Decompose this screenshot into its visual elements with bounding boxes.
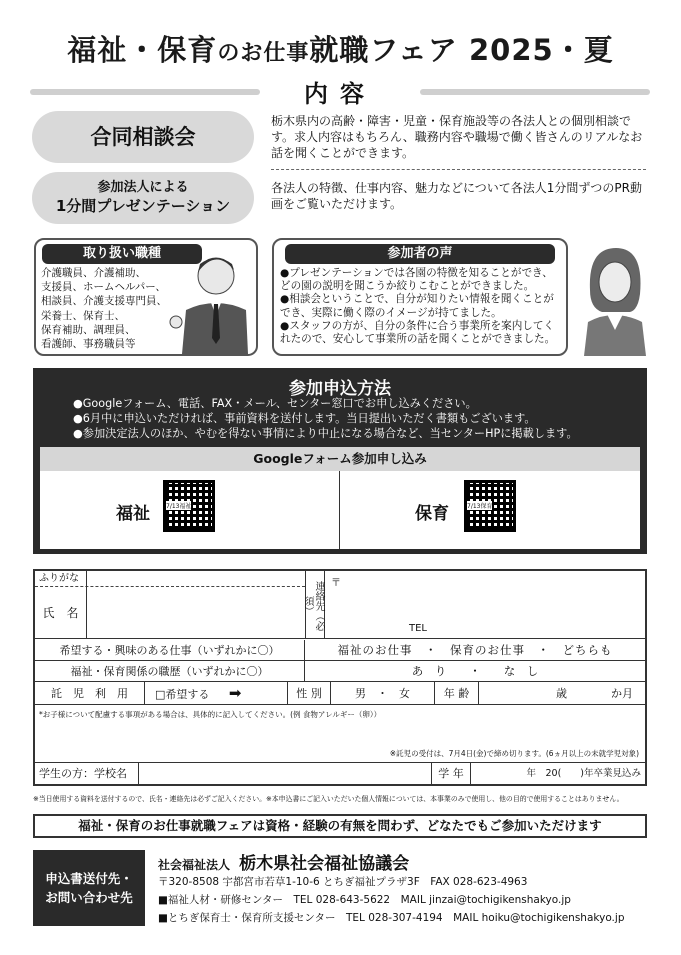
grade-label: 学 年 (431, 763, 471, 784)
gender-label: 性 別 (287, 682, 331, 705)
childcare-deadline: ※託児の受付は、7月4日(金)で締め切ります。(6ヵ月以上の未就学児対象) (389, 749, 639, 758)
qr-childcare-label: 保育 (415, 504, 449, 524)
fine-print: ※当日使用する資料を送付するので、氏名・連絡先は必ずご記入ください。※本申込書にご記入いただいた個人情報については、本事業のみで使用し、他の目的で使用することはありません。 (33, 795, 624, 803)
furigana-input[interactable] (87, 571, 305, 587)
contact-destination-box (33, 850, 145, 926)
age-input[interactable]: 歳 か月 (479, 682, 645, 705)
name-input[interactable] (87, 587, 305, 639)
childcare-label: 託 児 利 用 (35, 682, 145, 705)
apply-lines (33, 396, 647, 441)
jobs-box (34, 238, 258, 356)
apply-instruction: ●Googleフォーム、電話、FAX・メール、センター窓口でお申し込みください。 (73, 397, 477, 410)
tel-label: TEL (409, 623, 427, 634)
school-input[interactable] (139, 763, 431, 784)
apply-section (33, 368, 647, 554)
voices-title: 参加者の声 (285, 244, 555, 264)
organization-info (158, 849, 648, 927)
arrow-icon: ➡ (228, 684, 242, 702)
desired-job-label: 希望する・興味のある仕事（いずれかに〇） (35, 640, 305, 661)
org-name: 栃木県社会福祉協議会 (239, 854, 410, 874)
childcare-center-contact: ■とちぎ保育士・保育所支援センター TEL 028-307-4194 MAIL hoiku@tochigikenshakyo.jp (158, 912, 625, 924)
participation-banner: 福祉・保育のお仕事就職フェアは資格・経験の有無を問わず、どなたでもご参加いただけます (33, 814, 647, 838)
title-part-b: のお仕事 (217, 41, 310, 66)
woman-illustration (578, 240, 650, 356)
job-type-line: 支援員、ホームヘルパー、 (41, 281, 166, 294)
title-part-c: 就職フェア 2025・夏 (309, 33, 614, 67)
voice-item: ●相談会ということで、自分が知りたい情報を聞くことができ、実際に働く際のイメージが持てました。 (280, 293, 554, 319)
furigana-label: ふりがな (35, 571, 87, 587)
name-label: 氏 名 (35, 587, 87, 639)
presentation-badge (32, 172, 254, 224)
qr-childcare-caption: 7/13保育 (467, 503, 493, 510)
apply-title: 参加申込方法 (289, 379, 391, 399)
experience-options[interactable]: あ り ・ な し (305, 661, 645, 682)
welfare-center-contact: ■福祉人材・研修センター TEL 028-643-5622 MAIL jinzai@tochigikenshakyo.jp (158, 894, 571, 906)
child-notes-input[interactable] (35, 705, 645, 763)
job-type-line: 保育補助、調理員、 (41, 323, 136, 336)
job-type-line: 相談員、介護支援専門員、 (41, 295, 167, 308)
grade-input[interactable]: 年 20( )年卒業見込み (526, 768, 641, 779)
age-label: 年 齢 (435, 682, 479, 705)
apply-instruction: ●参加決定法人のほか、やむを得ない事情により中止になる場合など、当センターHPに掲載します。 (73, 427, 578, 440)
qr-welfare-label: 福祉 (116, 504, 150, 524)
student-label: 学生の方：学校名 (35, 763, 139, 784)
org-prefix: 社会福祉法人 (158, 858, 231, 872)
desired-job-options[interactable]: 福祉のお仕事 ・ 保育のお仕事 ・ どちらも (305, 640, 645, 661)
job-type-line: 看護師、事務職員等 (41, 338, 136, 351)
dest-line-1: 申込書送付先・ (45, 871, 133, 886)
voices-box (272, 238, 568, 356)
experience-label: 福祉・保育関係の職歴（いずれかに〇） (35, 661, 305, 682)
jobs-title: 取り扱い職種 (42, 244, 202, 264)
qr-welfare-caption: 7/13福祉 (166, 503, 192, 510)
presentation-label-2: 1分間プレゼンテーション (55, 197, 231, 215)
gender-options[interactable]: 男 ・ 女 (331, 682, 435, 705)
divider (339, 471, 340, 549)
presentation-desc: 各法人の特徴、仕事内容、魅力などについて各法人1分間ずつのPR動画をご覧いただけます。 (271, 181, 642, 211)
job-type-line: 介護職員、介護補助、 (41, 267, 146, 279)
page-title (0, 28, 681, 69)
joint-consultation-badge (32, 111, 254, 163)
application-form (33, 569, 647, 786)
childcare-option[interactable] (145, 682, 287, 705)
subtitle: 内容 (304, 80, 376, 108)
dest-line-2: お問い合わせ先 (45, 890, 133, 905)
voice-item: ●プレゼンテーションでは各園の特徴を知ることができ、どの園の説明を聞こうか絞りこむことができました。 (280, 267, 553, 293)
contact-label: 連絡先（必須） (305, 571, 325, 639)
voice-item: ●スタッフの方が、自分の条件に合う事業所を案内してくれたので、安心して事業所の話を聞くことができました。 (280, 319, 556, 346)
businessman-illustration (168, 246, 250, 354)
child-note-text: *お子様について配慮する事項がある場合は、具体的に記入してください。(例 食物アレルギー（卵）） (39, 710, 382, 719)
joint-consultation-desc: 栃木県内の高齢・障害・児童・保育施設等の各法人との個別相談です。求人内容はもちろん、職務内容や職場で働く皆さんのリアルなお話を聞くことができます。 (271, 114, 643, 160)
divider (271, 169, 646, 170)
job-type-line: 栄養士、保育士、 (41, 309, 125, 322)
divider (30, 89, 260, 95)
joint-consultation-label: 合同相談会 (90, 125, 196, 149)
google-form-panel (40, 447, 640, 549)
postal-mark: 〒 (331, 578, 341, 589)
childcare-checkbox[interactable]: □希望する (155, 688, 210, 701)
google-form-title: Googleフォーム参加申し込み (40, 447, 640, 471)
voices-list (274, 267, 566, 346)
divider (420, 89, 650, 95)
subtitle-bar (30, 74, 650, 108)
org-address: 〒320-8508 宇都宮市若草1-10-6 とちぎ福祉プラザ3F FAX 028-623-4963 (158, 876, 528, 888)
contact-input[interactable] (325, 571, 645, 639)
apply-instruction: ●6月中に申込いただければ、事前資料を送付します。当日提出いただく書類もございます。 (73, 412, 536, 425)
presentation-label-1: 参加法人による (97, 180, 189, 195)
title-part-a: 福祉・保育 (67, 33, 218, 67)
